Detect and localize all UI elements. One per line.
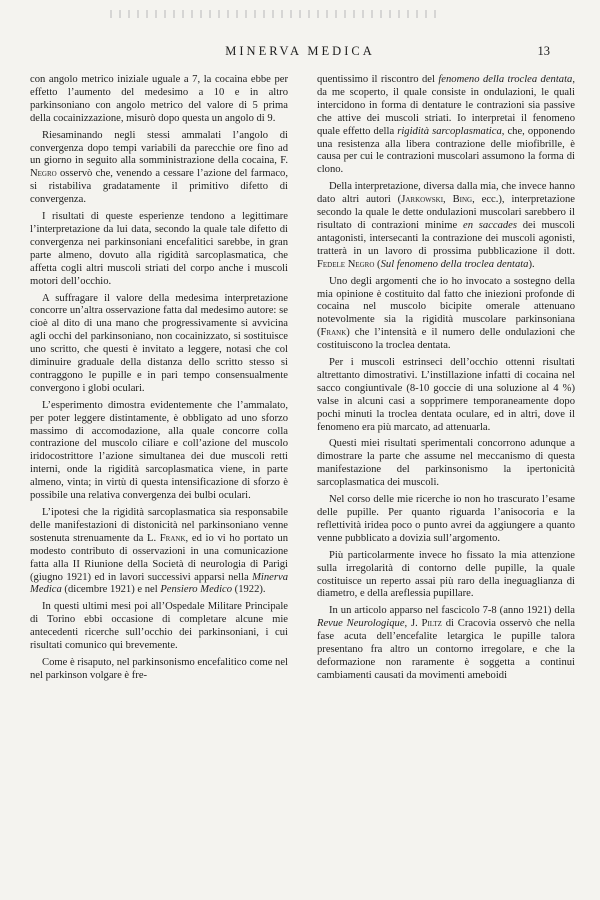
journal-citation: Minerva Medica bbox=[30, 571, 288, 596]
text-run: , ed io vi ho portato un modesto contributo di osservazioni in una comunicazione fatta alla II Riunione della Società di neurologia di Parigi (giugno 1921) ed in lavori successivi apparsi nella bbox=[30, 532, 288, 583]
term: rigidità sarcoplasmatica bbox=[397, 125, 502, 137]
paragraph: Come è risaputo, nel parkinsonismo encefalitico come nel nel parkinson volgare è fre- bbox=[30, 656, 288, 681]
paragraph: con angolo metrico iniziale uguale a 7, la cocaina ebbe per effetto l’aumento del medesimo a 10 e in altro parkinsoniano con angolo metrico del valore di 5 prima della cocainizzazione, misurò dopo questa un angolo di 9. bbox=[30, 74, 288, 124]
text-run: ( bbox=[374, 258, 381, 270]
text-run: , ecc.), interpretazione secondo la quale le dette ondulazioni muscolari sarebbero il risultato di contrazioni minime bbox=[317, 194, 575, 231]
right-column bbox=[317, 74, 575, 687]
author-name: Frank bbox=[320, 327, 347, 339]
author-name: L. Frank bbox=[146, 532, 186, 544]
journal-citation: Pensiero Medico bbox=[160, 584, 233, 596]
text-run: quentissimo il riscontro del bbox=[317, 74, 439, 85]
text-run: Riesaminando negli stessi ammalati l’angolo di convergenza dopo tempi variabili da parecchie ore fino ad un giorno in seguito alla somministrazione della cocaina, bbox=[30, 129, 288, 167]
left-column bbox=[30, 74, 288, 687]
text-run: ). bbox=[528, 258, 535, 270]
term: fenomeno della troclea dentata bbox=[438, 74, 573, 85]
text-run: , da me scoperto, il quale consiste in ondulazioni, le quali intercidono in forma di dentature le contrazioni sia passive che attive dei muscoli striati. Io interpretai il fenomeno quale effetto della bbox=[317, 74, 575, 137]
text-run: di Cracovia osservò che nella fase acuta dell’encefalite letargica le pupille talora presentano fra altro un contorno irregolare, e che la deformazione non raramente è soggetta a continui cambiamenti causati da movimenti ameboidi bbox=[317, 618, 576, 681]
journal-citation: Revue Neurologique bbox=[317, 618, 405, 630]
text-run: dei muscoli antagonisti, intersecanti la contrazione dei muscoli agonisti, tratterà in un lavoro di prossima pubblicazione il dott. bbox=[317, 219, 575, 257]
article-body bbox=[30, 74, 575, 687]
scan-speckle bbox=[110, 10, 440, 18]
text-run: Uno degli argomenti che io ho invocato a sostegno della mia opinione è costituito dal fatto che iniezioni profonde di cocaina nel muscolo bicipite omerale attenuano notevolmente sia la rigidità muscolare parkinsoniana ( bbox=[317, 275, 575, 339]
author-name: F. Negro bbox=[30, 155, 288, 180]
paragraph: I risultati di queste esperienze tendono a legittimare l’interpretazione da lui data, secondo la quale tale difetto di convergenza nei parkinsoniani encefalitici sarebbe, in gran parte almeno, dovuto alla rigidità sarcoplasmatica, che affetta cogli altri muscoli striati del corpo anche i muscoli motori dell’occhio. bbox=[30, 211, 288, 287]
running-head bbox=[0, 44, 600, 64]
text-run: L’ipotesi che la rigidità sarcoplasmatica sia responsabile delle manifestazioni di distonicità nel parkinsoniano venne sostenuta strenuamente da bbox=[30, 507, 288, 544]
term: en saccades bbox=[463, 219, 517, 231]
paragraph: A suffragare il valore della medesima interpretazione concorre un’altra osservazione fatta dal medesimo autore: se cioè al dito di una mano che progressivamente si avvicina agli occhi del parkinsoniano, non cocainizzato, si sostituisce uno scritto, che questi è invitato a leggere, notasi che col diminuire graduale della distanza dello scritto stesso si contraggono le pupille e in pari tempo consensualmente convergono i globi oculari. bbox=[30, 292, 288, 394]
text-run: (1922). bbox=[232, 584, 266, 596]
page-number: 13 bbox=[537, 44, 550, 58]
paragraph: Nel corso delle mie ricerche io non ho trascurato l’esame delle pupille. Per quanto riguarda l’anisocoria e la reflettività iridea poco o punto avrei da aggiungere a quanto venne pubblicato a dovizia sull’argomento. bbox=[317, 494, 575, 544]
work-title: Sul fenomeno della troclea dentata bbox=[380, 258, 529, 270]
text-run: ) che l’intensità e il numero delle ondulazioni che costituiscono la troclea dentata. bbox=[317, 327, 575, 352]
paragraph: L’esperimento dimostra evidentemente che l’ammalato, per poter leggere distintamente, è obbligato ad uno sforzo massimo di accomodazione, alla quale concorre colla contrazione del muscolo ciliare e coll’azione del muscolo iridocostrittore l’azione simultanea dei due muscoli retti interni, onde la rigidità sarcoplasmatica viene, in parte almeno, vinta; in virtù di questa intensificazione di sforzo è possibile una relativa convergenza dei bulbi oculari. bbox=[30, 399, 288, 502]
author-name: Fedele Negro bbox=[317, 258, 375, 270]
paragraph bbox=[30, 507, 288, 597]
text-run: osservò che, venendo a cessare l’azione del farmaco, si ristabiliva gradatamente il primitivo difetto di convergenza. bbox=[30, 168, 288, 206]
paragraph bbox=[317, 276, 575, 353]
journal-title: MINERVA MEDICA bbox=[225, 44, 375, 58]
text-run: , bbox=[404, 618, 411, 630]
text-run: Della interpretazione, diversa dalla mia, che invece hanno dato altri autori ( bbox=[317, 181, 575, 206]
text-run: In un articolo apparso nel fascicolo 7-8 (anno 1921) della bbox=[329, 605, 575, 617]
text-run: , che, opponendo una resistenza alla libera contrazione delle miofibrille, è causa per cui le contrazioni muscolari assumono la forma di clono. bbox=[317, 125, 575, 176]
author-name: J. Piltz bbox=[410, 618, 442, 630]
paragraph bbox=[317, 74, 575, 177]
paragraph: Più particolarmente invece ho fissato la mia attenzione sulla irregolarità di contorno delle pupille, la quale costituisce un reperto assai più raro della ineguaglianza di diametro, e della areflessia pupillare. bbox=[317, 549, 575, 600]
paragraph: Per i muscoli estrinseci dell’occhio ottenni risultati altrettanto dimostrativi. L’instillazione infatti di cocaina nel sacco congiuntivale (8-10 goccie di una soluzione al 4 %) valse in alcuni casi a sopprimere temporaneamente dopo pochi minuti la troclea dentata oculare, ed in altri, dove il fenomeno era più marcato, ad attenuarla. bbox=[317, 357, 575, 433]
paragraph: In questi ultimi mesi poi all’Ospedale Militare Principale di Torino ebbi occasione di completare alcune mie antecedenti ricerche sull’occhio dei parkinsoniani, i cui risultati comunico qui brevemente. bbox=[30, 601, 288, 652]
text-run: (dicembre 1921) e nel bbox=[61, 584, 161, 596]
paragraph bbox=[30, 130, 288, 207]
paragraph bbox=[317, 181, 575, 271]
author-name: Jarkowski, Bing bbox=[401, 194, 473, 206]
paragraph: Questi miei risultati sperimentali concorrono adunque a dimostrare la parte che assume nel meccanismo di questa manifestazione del parkinsonismo la ipertonicità sarcoplasmatica dei muscoli. bbox=[317, 438, 575, 489]
paragraph bbox=[317, 605, 575, 682]
